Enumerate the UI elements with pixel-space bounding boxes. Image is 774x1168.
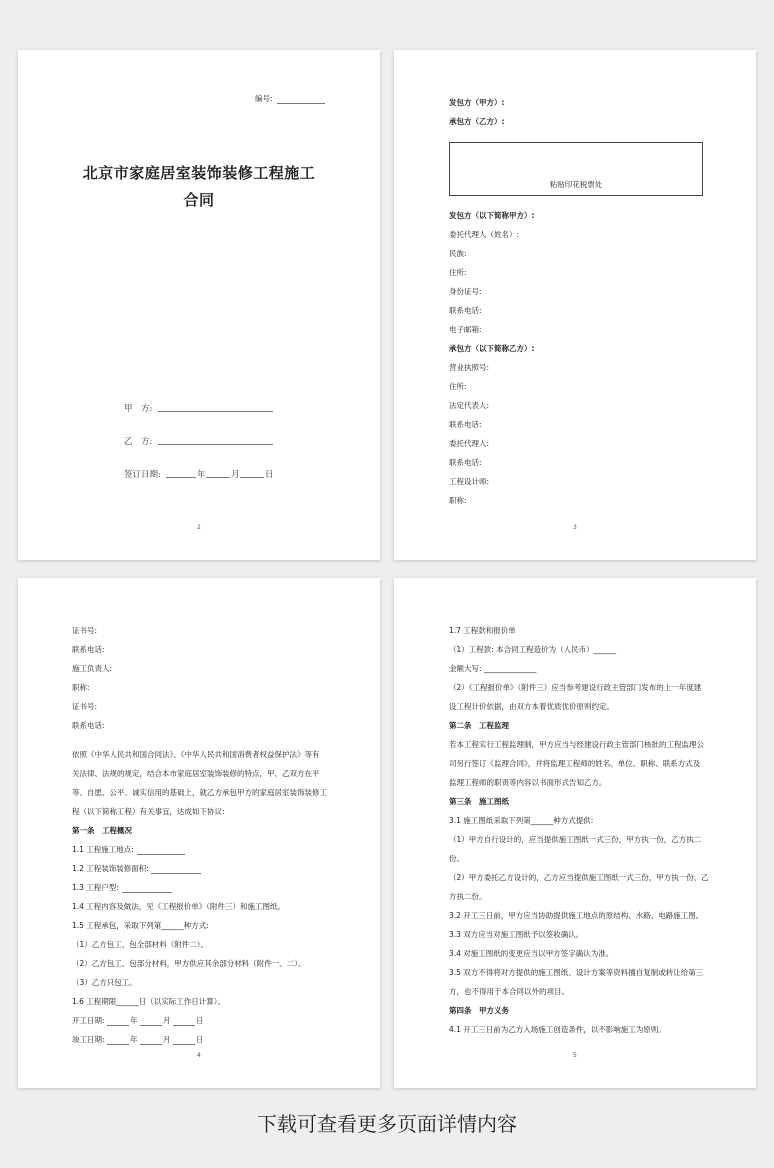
- terms-line: （1）工程款: 本合同工程造价为（人民币）______: [449, 645, 617, 654]
- start-year-unit: 年: [130, 1016, 138, 1025]
- terms-line: 司另行签订《监理合同》，并将监理工程师的姓名、单位、职称、联系方式及: [449, 759, 701, 768]
- terms-line: 金额大写: ______________: [449, 664, 537, 673]
- client-field: 住所:: [449, 268, 467, 277]
- contract-number-label: 编号:: [255, 94, 273, 103]
- end-date-label: 竣工日期:: [72, 1035, 105, 1044]
- start-month-underline: [140, 1025, 162, 1026]
- field-label: 联系电话:: [72, 645, 105, 654]
- terms-line: （2）《工程报价单》（附件三）应当参考建设行政主管部门发布的上一年度建: [449, 683, 702, 692]
- terms-line: （2）甲方委托乙方设计的，乙方应当提供施工图纸一式三份，甲方执一份，乙: [449, 873, 709, 882]
- clause-item: 1.6 工程期限______日（以实际工作日计算）。: [72, 997, 226, 1006]
- terms-line: 设工程计价依据，由双方本着优质优价原则约定。: [449, 702, 614, 711]
- terms-line: 3.2 开工三日前，甲方应当协助提供施工地点的原结构、水路、电路施工图。: [449, 911, 704, 920]
- contractor-field: 联系电话:: [449, 458, 482, 467]
- party-b-underline: [158, 444, 273, 445]
- terms-line: 3.5 双方不得将对方提供的施工图纸、设计方案等资料擅自复制或转让给第三: [449, 968, 704, 977]
- clause-item: 1.1 工程施工地点:: [72, 845, 134, 854]
- site-address-underline: [137, 854, 185, 855]
- end-month-unit: 月: [163, 1035, 171, 1044]
- clause-item: 1.2 工程装饰装修面积:: [72, 864, 149, 873]
- field-label: 证书号:: [72, 702, 98, 711]
- page-number: 4: [197, 1052, 201, 1059]
- terms-line: 若本工程实行工程监理制，甲方应当与经建设行政主管部门核批的工程监理公: [449, 740, 704, 749]
- clause-item: （1）乙方包工、包全部材料（附件二）。: [72, 940, 209, 949]
- end-month-underline: [140, 1044, 162, 1045]
- intro-paragraph-line: 程（以下简称工程）有关事宜，达成如下协议:: [72, 807, 225, 816]
- contract-page-terms: [394, 578, 756, 1088]
- field-label: 施工负责人:: [72, 664, 113, 673]
- terms-line: 3.4 对施工图纸的变更应当以甲方签字确认为准。: [449, 949, 614, 958]
- party-a-underline: [158, 411, 273, 412]
- terms-line: 3.3 双方应当对施工图纸予以签收确认。: [449, 930, 584, 939]
- sign-year-underline: [166, 477, 196, 478]
- terms-line: （1）甲方自行设计的，应当提供施工图纸一式三份，甲方执一份，乙方执二: [449, 835, 702, 844]
- article-heading: 第二条 工程监理: [449, 721, 509, 730]
- end-day-underline: [173, 1044, 195, 1045]
- sign-month-unit: 月: [231, 470, 240, 480]
- article-1-heading: 第一条 工程概况: [72, 826, 132, 835]
- client-field: 委托代理人（姓名）:: [449, 230, 520, 239]
- sign-day-unit: 日: [265, 470, 274, 480]
- terms-line: 方，也不得用于本合同以外的项目。: [449, 987, 569, 996]
- field-label: 联系电话:: [72, 721, 105, 730]
- client-a-label: 发包方（甲方）:: [449, 98, 505, 107]
- terms-line: 3.1 施工图纸采取下列第______种方式提供:: [449, 816, 594, 825]
- client-field: 联系电话:: [449, 306, 482, 315]
- start-date-label: 开工日期:: [72, 1016, 105, 1025]
- start-day-underline: [173, 1025, 195, 1026]
- contractor-field: 法定代表人:: [449, 401, 490, 410]
- contract-page-overview: [18, 578, 380, 1088]
- contractor-field: 营业执照号:: [449, 363, 490, 372]
- clause-item: （3）乙方只包工。: [72, 978, 137, 987]
- terms-line: 方执二份。: [449, 892, 487, 901]
- tax-stamp-box: [449, 142, 703, 196]
- sign-day-underline: [240, 477, 264, 478]
- contractor-section-heading: 承包方（以下简称乙方）:: [449, 344, 535, 353]
- area-underline: [151, 873, 201, 874]
- tax-stamp-label: 粘贴印花税票处: [549, 180, 603, 189]
- start-day-unit: 日: [196, 1016, 204, 1025]
- page-number: 2: [197, 524, 201, 531]
- client-field: 民族:: [449, 249, 467, 258]
- client-field: 电子邮箱:: [449, 325, 482, 334]
- terms-line: 1.7 工程款和报价单: [449, 626, 516, 635]
- sign-month-underline: [206, 477, 230, 478]
- clause-item: 1.3 工程户型:: [72, 883, 119, 892]
- contractor-field: 联系电话:: [449, 420, 482, 429]
- contractor-b-label: 承包方（乙方）:: [449, 117, 505, 126]
- contract-page-cover: [18, 50, 380, 560]
- page-number: 5: [573, 1052, 577, 1059]
- intro-paragraph-line: 等、自愿、公平、诚实信用的基础上，就乙方承包甲方的家庭居室装饰装修工: [72, 788, 327, 797]
- intro-paragraph-line: 依照《中华人民共和国合同法》、《中华人民共和国消费者权益保护法》等有: [72, 750, 320, 759]
- end-year-underline: [107, 1044, 129, 1045]
- clause-item: （2）乙方包工、包部分材料，甲方供应其余部分材料（附件一、二）。: [72, 959, 306, 968]
- end-year-unit: 年: [130, 1035, 138, 1044]
- contractor-field: 委托代理人:: [449, 439, 490, 448]
- contract-title-line1: 北京市家庭居室装饰装修工程施工: [82, 164, 316, 182]
- field-label: 职称:: [72, 683, 90, 692]
- contractor-field: 住所:: [449, 382, 467, 391]
- article-heading: 第三条 施工图纸: [449, 797, 509, 806]
- terms-line: 4.1 开工三日前为乙方入场施工创造条件，以不影响施工为原则。: [449, 1025, 666, 1034]
- clause-item: 1.4 工程内容及做法，见《工程报价单》（附件三）和施工图纸。: [72, 902, 286, 911]
- client-field: 身份证号:: [449, 287, 482, 296]
- sign-year-unit: 年: [197, 470, 206, 480]
- page-number: 3: [573, 524, 577, 531]
- client-section-heading: 发包方（以下简称甲方）:: [449, 211, 535, 220]
- terms-line: 份。: [449, 854, 464, 863]
- unit-type-underline: [122, 892, 172, 893]
- contractor-field: 工程设计师:: [449, 477, 490, 486]
- download-more-footer: 下载可查看更多页面详情内容: [257, 1112, 517, 1136]
- contractor-field: 职称:: [449, 496, 467, 505]
- start-month-unit: 月: [163, 1016, 171, 1025]
- party-b-label: 乙 方:: [124, 437, 153, 447]
- field-label: 证书号:: [72, 626, 98, 635]
- contract-number-underline: [277, 103, 325, 104]
- start-year-underline: [107, 1025, 129, 1026]
- terms-line: 监理工程师的职责等内容以书面形式告知乙方。: [449, 778, 607, 787]
- contract-page-parties: [394, 50, 756, 560]
- sign-date-label: 签订日期:: [124, 470, 161, 480]
- end-day-unit: 日: [196, 1035, 204, 1044]
- intro-paragraph-line: 关法律、法规的规定，结合本市家庭居室装饰装修的特点，甲、乙双方在平: [72, 769, 320, 778]
- clause-item: 1.5 工程承包，采取下列第______种方式:: [72, 921, 209, 930]
- party-a-label: 甲 方:: [124, 404, 153, 414]
- article-heading: 第四条 甲方义务: [449, 1006, 509, 1015]
- contract-title-line2: 合同: [183, 191, 215, 209]
